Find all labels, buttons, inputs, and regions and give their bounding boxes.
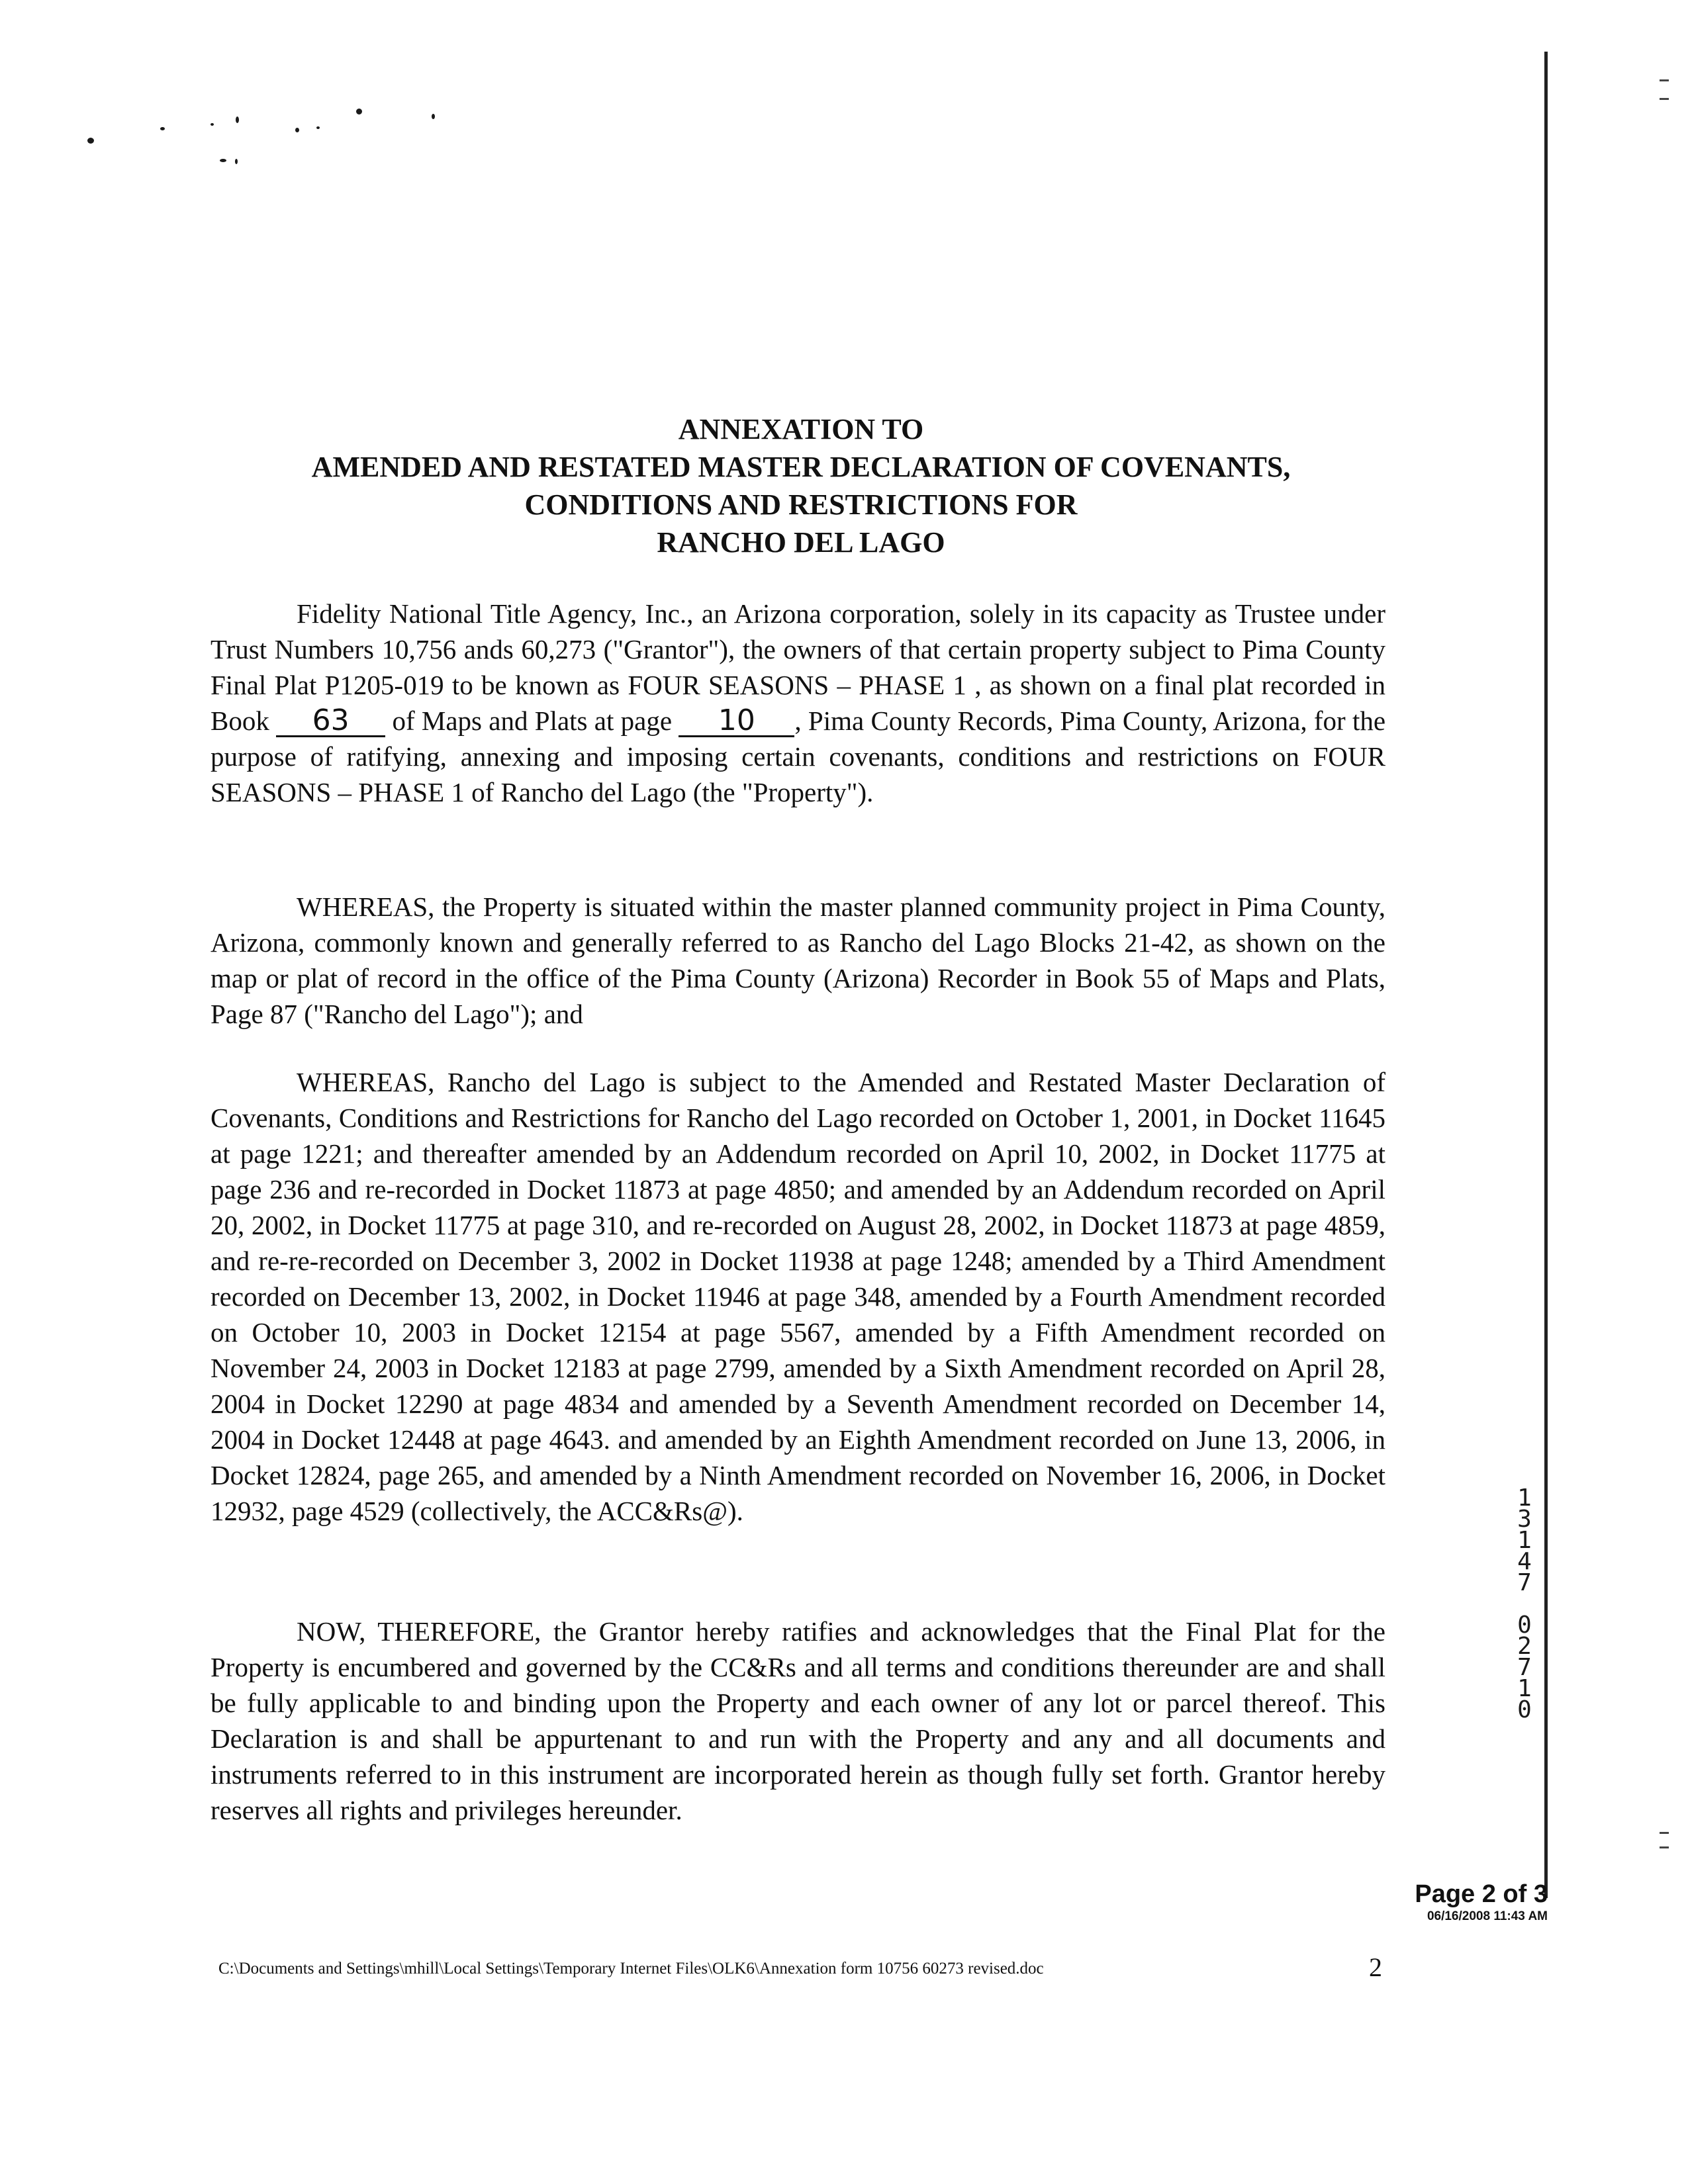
whereas-paragraph-2: WHEREAS, Rancho del Lago is subject to the Amended and Restated Master Declaration of Covenants, Conditions and Restrictions for Rancho del Lago recorded on October 1, 2001, in Docket 11645 at page 1221; and thereafter amended by an Addendum recorded on April 10, 2002, in Docket 11775 at page 236 and re-recorded in Docket 11873 at page 4850; and amended by an Addendum recorded on April 20, 2002, in Docket 11775 at page 310, and re-recorded on August 28, 2002, in Docket 11873 at page 4859, and re-re-recorded on December 3, 2002 in Docket 11938 at page 1248; amended by a Third Amendment recorded on December 13, 2002, in Docket 11946 at page 348, amended by a Fourth Amendment recorded on October 10, 2003 in Docket 12154 at page 5567, amended by a Fifth Amendment recorded on November 24, 2003 in Docket 12183 at page 2799, amended by a Sixth Amendment recorded on April 28, 2004 in Docket 12290 at page 4834 and amended by a Seventh Amendment recorded on December 14, 2004 in Docket 12448 at page 4643. and amended by an Eighth Amendment recorded on June 13, 2006, in Docket 12824, page 265, and amended by a Ninth Amendment recorded on November 16, 2006, in Docket 12932, page 4529 (collectively, the ACC&Rs@).	[211, 1067, 1385, 1526]
scan-speck	[316, 126, 320, 129]
intro-text: , Pima County Records, Pima County, Arizona, for the purpose of ratifying, annexing and imposing certain covenants, conditions and restrictions on FOUR SEASONS – PHASE 1 of Rancho del Lago (the "Property").	[211, 705, 1386, 807]
therefore-paragraph: NOW, THEREFORE, the Grantor hereby ratifies and acknowledges that the Final Plat for the Property is encumbered and governed by the CC&Rs and all terms and conditions thereunder are and shall be fully applicable to and binding upon the Property and each owner of any lot or parcel thereof. This Declaration is and shall be appurtenant to and run with the Property and any and all documents and instruments referred to in this instrument are incorporated herein as though fully set forth. Grantor hereby reserves all rights and privileges hereunder.	[211, 1616, 1385, 1825]
scan-speck	[220, 159, 226, 162]
title-line: AMENDED AND RESTATED MASTER DECLARATION OF COVENANTS,	[311, 451, 1291, 483]
title-line: RANCHO DEL LAGO	[657, 526, 945, 559]
document-title	[132, 410, 1470, 561]
scan-speck	[432, 114, 435, 119]
page-number-handwritten: 10	[679, 706, 794, 737]
page-number: 2	[1369, 1952, 1382, 1982]
intro-paragraph	[211, 596, 1385, 810]
recording-number: 1 3 1 4 7 0 2 7 1 0	[1517, 1484, 1532, 1723]
scan-speck	[87, 138, 94, 144]
scan-edge-mark	[1660, 98, 1669, 100]
scan-speck	[295, 128, 299, 132]
intro-text: of Maps and Plats at page	[392, 705, 673, 736]
scan-speck	[211, 123, 214, 126]
scan-speck	[356, 109, 362, 114]
scan-margin-line	[1544, 52, 1548, 1898]
scan-edge-mark	[1660, 1832, 1669, 1834]
book-number-handwritten: 63	[276, 706, 385, 737]
scan-speck	[236, 116, 239, 123]
scan-edge-mark	[1660, 1846, 1669, 1848]
page-label: Page 2 of 3	[1415, 1880, 1548, 1908]
footer-file-path: C:\Documents and Settings\mhill\Local Settings\Temporary Internet Files\OLK6\Annexation form 10756 60273 revised.doc	[218, 1960, 1044, 1978]
whereas-paragraph-1: WHEREAS, the Property is situated within the master planned community project in Pima County, Arizona, commonly known and generally referred to as Rancho del Lago Blocks 21-42, as shown on the map or plat of record in the office of the Pima County (Arizona) Recorder in Book 55 of Maps and Plats, Page 87 ("Rancho del Lago"); and	[211, 891, 1385, 1029]
scan-speck	[160, 127, 165, 130]
title-line: ANNEXATION TO	[678, 413, 924, 445]
scan-edge-mark	[1660, 79, 1669, 81]
print-timestamp: 06/16/2008 11:43 AM	[1427, 1909, 1548, 1923]
intro-text: Fidelity National Title Agency, Inc., an Arizona corporation, solely in its capacity as Trustee under Trust Numbers 10,756 ands 60,273 ("Grantor"), the owners of that certain property subject to Pima County Final Plat P1205-019 to be known as FOUR SEASONS – PHASE 1 , as shown on a final plat recorded in Book	[211, 598, 1385, 736]
scan-speck	[235, 159, 238, 164]
title-line: CONDITIONS AND RESTRICTIONS FOR	[524, 488, 1078, 521]
